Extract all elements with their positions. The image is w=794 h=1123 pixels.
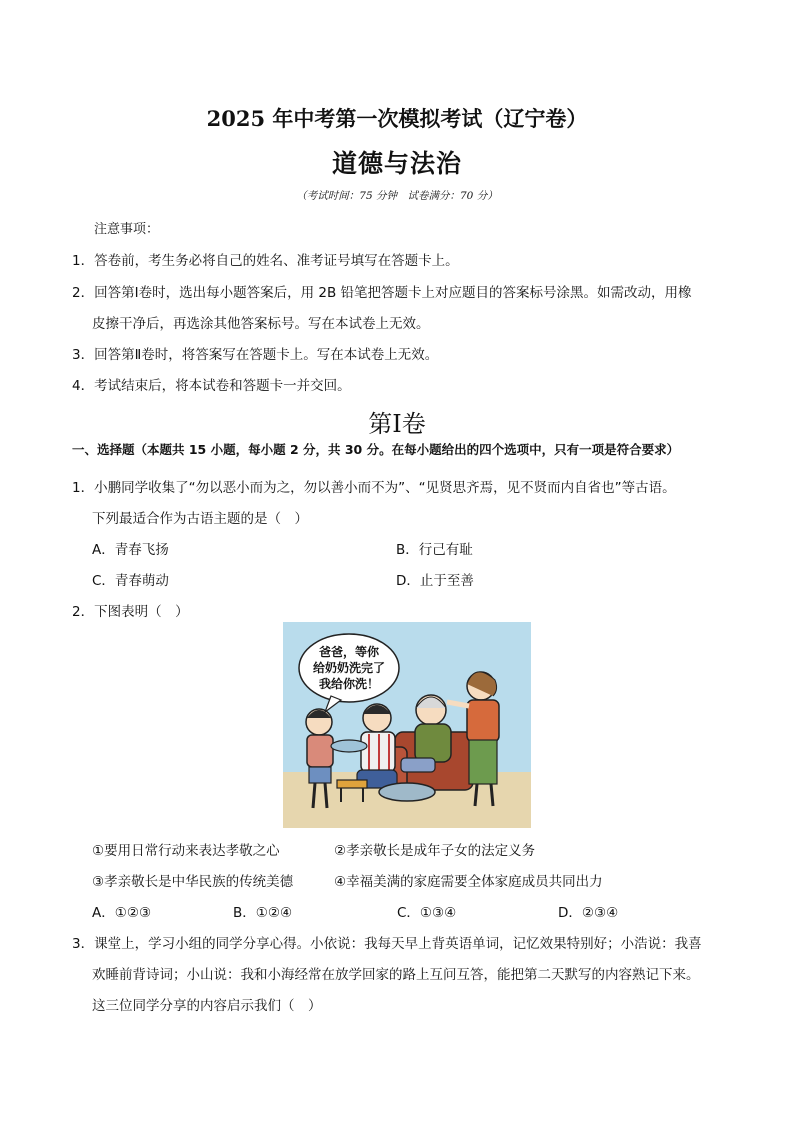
section-instruction: 一、选择题（本题共 15 小题，每小题 2 分，共 30 分。在每小题给出的四个选项中，只有一项是符合要求） xyxy=(72,442,680,457)
note-item-2-cont: 皮擦干净后，再选涂其他答案标号。写在本试卷上无效。 xyxy=(92,316,430,332)
q1-stem-line2: 下列最适合作为古语主题的是（ ） xyxy=(92,511,308,527)
q2-statement-1: ①要用日常行动来表达孝敬之心 xyxy=(92,843,280,859)
q3-stem-line1: 3．课堂上，学习小组的同学分享心得。小依说：我每天早上背英语单词，记忆效果特别好；小浩说：我喜 xyxy=(72,936,702,952)
q2-statement-3: ③孝亲敬长是中华民族的传统美德 xyxy=(92,874,294,890)
q2-option-c[interactable]: C．①③④ xyxy=(397,905,457,921)
note-item-3: 3．回答第Ⅱ卷时，将答案写在答题卡上。写在本试卷上无效。 xyxy=(72,347,439,363)
q2-statement-2: ②孝亲敬长是成年子女的法定义务 xyxy=(334,843,536,859)
q2-statement-4: ④幸福美满的家庭需要全体家庭成员共同出力 xyxy=(334,874,603,890)
note-item-1: 1．答卷前，考生务必将自己的姓名、准考证号填写在答题卡上。 xyxy=(72,253,459,269)
q2-option-d[interactable]: D．②③④ xyxy=(558,905,619,921)
q3-stem-line3: 这三位同学分享的内容启示我们（ ） xyxy=(92,998,322,1014)
q1-option-d[interactable]: D．止于至善 xyxy=(396,573,474,589)
exam-info: （考试时间：75 分钟 试卷满分：70 分） xyxy=(296,190,498,202)
subject-title: 道德与法治 xyxy=(331,149,462,178)
note-item-2: 2．回答第Ⅰ卷时，选出每小题答案后，用 2B 铅笔把答题卡上对应题目的答案标号涂黑。如需改动，用橡 xyxy=(72,285,692,301)
notes-heading: 注意事项： xyxy=(94,222,160,237)
q2-option-a[interactable]: A．①②③ xyxy=(92,905,152,921)
bubble-line-2: 给奶奶洗完了 xyxy=(312,661,386,675)
exam-title: 2025 年中考第一次模拟考试（辽宁卷） xyxy=(206,106,588,131)
q1-option-c[interactable]: C．青春萌动 xyxy=(92,573,169,589)
note-item-4: 4．考试结束后，将本试卷和答题卡一并交回。 xyxy=(72,378,351,394)
bubble-line-1: 爸爸，等你 xyxy=(318,645,380,659)
q2-option-b[interactable]: B．①②④ xyxy=(233,905,293,921)
q1-option-b[interactable]: B．行己有耻 xyxy=(396,542,473,558)
q2-stem: 2．下图表明（ ） xyxy=(72,604,189,620)
family-cartoon-illustration xyxy=(283,622,531,828)
bubble-line-3: 我给你洗！ xyxy=(318,677,380,691)
q1-option-a[interactable]: A．青春飞扬 xyxy=(92,542,169,558)
section-title: 第Ⅰ卷 xyxy=(368,410,426,438)
q1-stem-line1: 1．小鹏同学收集了“勿以恶小而为之，勿以善小而不为”、“见贤思齐焉，见不贤而内自省也”等古语。 xyxy=(72,480,676,496)
q3-stem-line2: 欢睡前背诗词；小山说：我和小海经常在放学回家的路上互问互答，能把第二天默写的内容熟记下来。 xyxy=(92,967,700,983)
